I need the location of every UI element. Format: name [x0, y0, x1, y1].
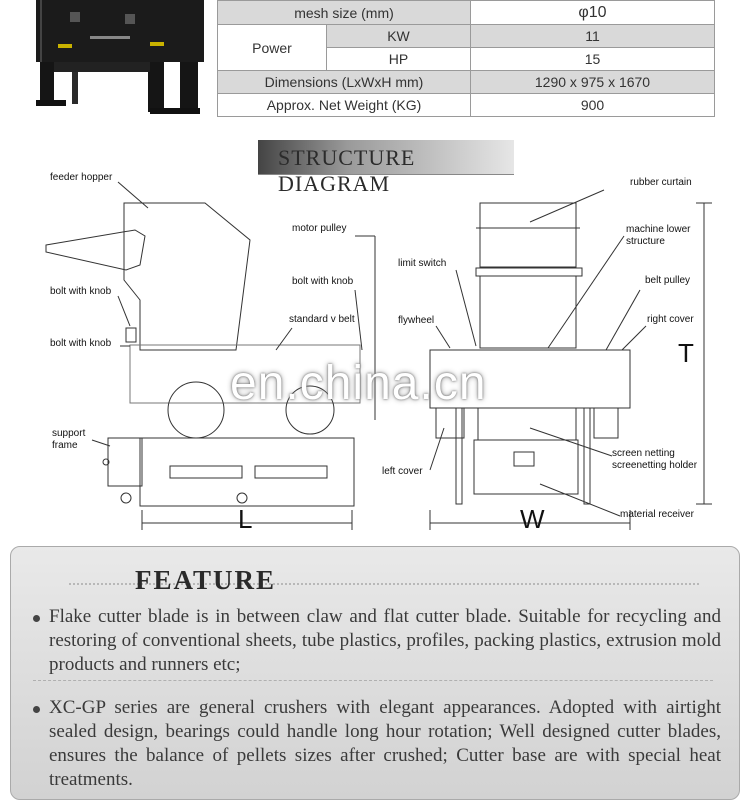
label-bolt-with-knob-2: bolt with knob — [50, 338, 112, 349]
label-frame: frame — [52, 440, 78, 451]
label-bolt-with-knob-1: bolt with knob — [50, 286, 112, 297]
spec-row-dimensions — [218, 71, 715, 94]
label-screen-netting: screen netting — [612, 448, 675, 459]
machine-photo — [0, 0, 212, 118]
label-machine-lower: machine lower — [626, 224, 691, 235]
feature-panel — [10, 546, 740, 800]
power-label: Power — [218, 25, 327, 71]
label-bolt-with-knob-3: bolt with knob — [292, 276, 354, 287]
power-kw-unit: KW — [327, 25, 471, 48]
label-right-cover: right cover — [647, 314, 694, 325]
weight-value: 900 — [471, 94, 715, 117]
label-material-receiver: material receiver — [620, 509, 694, 520]
feature-item-1: Flake cutter blade is in between claw and flat cutter blade. Suitable for recycling and restoring of conventional sheets, tube plastics, profiles, packing plastics, extrusion mold products and runners etc; — [49, 606, 721, 675]
label-width: W — [520, 504, 545, 534]
label-length: L — [238, 504, 253, 534]
label-belt-pulley: belt pulley — [645, 275, 691, 286]
power-hp-value: 15 — [471, 48, 715, 71]
label-feeder-hopper: feeder hopper — [50, 172, 113, 183]
label-support: support — [52, 428, 86, 439]
mesh-size-value: φ10 — [471, 1, 715, 25]
label-standard-v-belt: standard v belt — [289, 314, 355, 325]
watermark: en.china.cn — [230, 357, 487, 410]
spec-row-power-kw — [218, 25, 715, 48]
weight-label: Approx. Net Weight (KG) — [218, 94, 471, 117]
label-structure: structure — [626, 236, 665, 247]
power-kw-value: 11 — [471, 25, 715, 48]
spec-row-mesh-size — [218, 1, 715, 25]
bullet-icon — [33, 615, 40, 622]
dimensions-value: 1290 x 975 x 1670 — [471, 71, 715, 94]
spec-table — [217, 0, 715, 117]
structure-diagram — [0, 170, 750, 540]
bullet-icon — [33, 706, 40, 713]
feature-separator — [33, 680, 713, 681]
label-flywheel: flywheel — [398, 315, 435, 326]
label-height-marker: T — [678, 338, 694, 368]
dimensions-label: Dimensions (LxWxH mm) — [218, 71, 471, 94]
structure-diagram-title: STRUCTURE DIAGRAM — [278, 145, 416, 196]
power-hp-unit: HP — [327, 48, 471, 71]
mesh-size-label: mesh size (mm) — [218, 1, 471, 25]
label-motor-pulley: motor pulley — [292, 223, 347, 234]
label-rubber-curtain: rubber curtain — [630, 177, 692, 188]
label-screenetting-holder: screenetting holder — [612, 460, 698, 471]
label-limit-switch: limit switch — [398, 258, 447, 269]
label-left-cover: left cover — [382, 466, 423, 477]
spec-row-weight — [218, 94, 715, 117]
feature-item-2: XC-GP series are general crushers with elegant appearances. Adopted with airtight sealed design, bearings could handle long hour rotation; Well designed cutter blades, ensures the balance of pellets sizes after crushed; Cutter base are with special heat treatments. — [49, 697, 721, 790]
feature-title: FEATURE — [135, 565, 277, 595]
